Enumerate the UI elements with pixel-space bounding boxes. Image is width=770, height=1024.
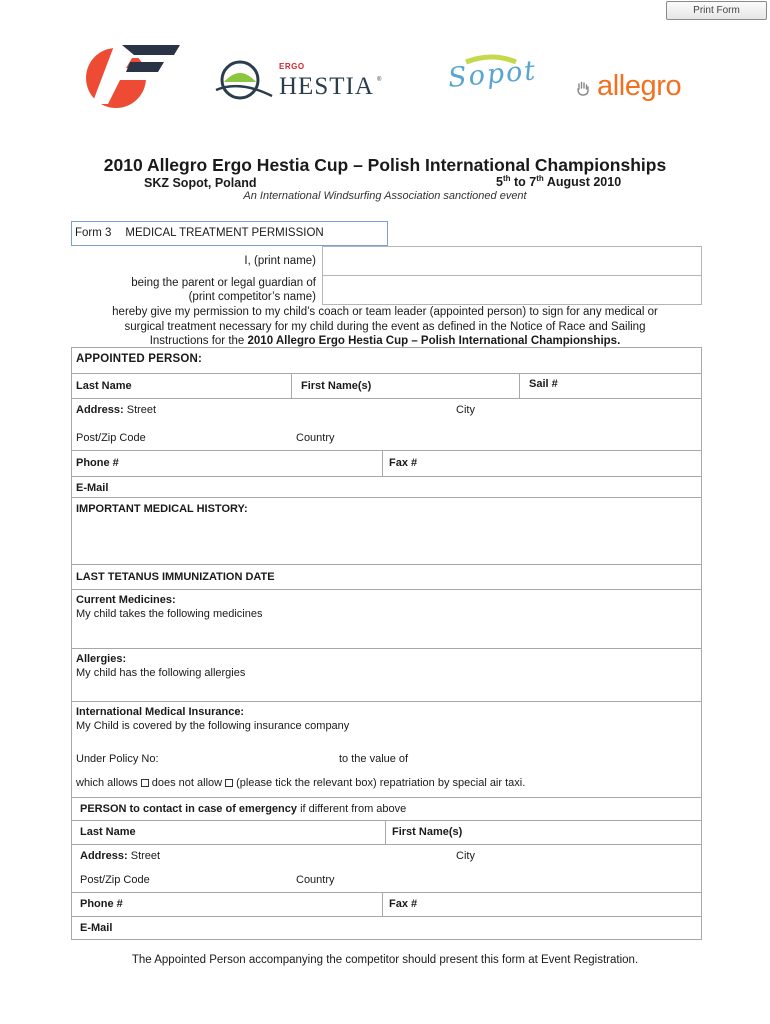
emergency-heading-row [72, 797, 701, 820]
sopot-logo-text: Sopot [446, 55, 539, 94]
appointed-last-name-label: Last Name [76, 380, 132, 392]
emergency-city-label: City [456, 850, 475, 862]
tetanus-label: LAST TETANUS IMMUNIZATION DATE [76, 571, 275, 583]
appointed-phone-label: Phone # [76, 457, 119, 469]
sanction-note: An International Windsurfing Association sanctioned event [243, 190, 527, 202]
medical-history-row[interactable] [72, 497, 701, 564]
registered-mark: ® [377, 77, 382, 83]
emergency-address-row[interactable] [72, 844, 701, 892]
emergency-postcode-label: Post/Zip Code [80, 874, 150, 886]
f-logo-icon [86, 42, 180, 108]
emergency-fax-label: Fax # [389, 898, 418, 910]
allergies-heading: Allergies: [76, 653, 127, 665]
allegro-logo-text: allegro [597, 70, 682, 102]
form-title: MEDICAL TREATMENT PERMISSION [125, 227, 324, 239]
appointed-first-names-label: First Name(s) [301, 380, 372, 392]
page-title: 2010 Allegro Ergo Hestia Cup – Polish International Championships [103, 155, 667, 175]
emergency-name-row[interactable] [72, 820, 701, 844]
event-dates: 5th to 7th August 2010 [496, 173, 622, 189]
appointed-country-label: Country [296, 432, 335, 444]
print-form-button[interactable]: Print Form [666, 1, 767, 20]
allergies-text: My child has the following allergies [76, 667, 246, 679]
hestia-logo-text: HESTIA [279, 73, 374, 100]
hand-icon [575, 80, 591, 96]
appointed-fax-label: Fax # [389, 457, 418, 469]
hestia-logo-small-text: ERGO [279, 62, 305, 71]
insurance-heading: International Medical Insurance: [76, 706, 245, 718]
emergency-heading: PERSON to contact in case of emergency if different from above [80, 803, 407, 815]
allows-checkbox[interactable] [141, 779, 149, 787]
tetanus-row[interactable] [72, 564, 701, 589]
not-allow-checkbox[interactable] [225, 779, 233, 787]
appointed-postcode-label: Post/Zip Code [76, 432, 146, 444]
appointed-address-row[interactable] [72, 398, 701, 450]
emergency-email-row[interactable] [72, 916, 701, 939]
medical-form-table [71, 347, 702, 940]
appointed-email-row[interactable] [72, 476, 701, 497]
medicines-heading: Current Medicines: [76, 594, 176, 606]
medicines-row[interactable] [72, 589, 701, 648]
form-number: Form 3 [75, 227, 112, 239]
appointed-heading: APPOINTED PERSON: [76, 353, 203, 365]
emergency-first-names-label: First Name(s) [392, 826, 463, 838]
emergency-phone-row[interactable] [72, 892, 701, 916]
appointed-address-label: Address: Street [76, 404, 157, 416]
emergency-last-name-label: Last Name [80, 826, 136, 838]
guardian-label-line1: being the parent or legal guardian of [131, 277, 316, 289]
insurance-text: My Child is covered by the following insurance company [76, 720, 350, 732]
appointed-city-label: City [456, 404, 475, 416]
appointed-phone-row[interactable] [72, 450, 701, 476]
insurance-row[interactable] [72, 701, 701, 797]
appointed-sail-label: Sail # [529, 378, 558, 390]
appointed-heading-row [72, 348, 701, 373]
emergency-phone-label: Phone # [80, 898, 123, 910]
allergies-row[interactable] [72, 648, 701, 701]
print-name-label: I, (print name) [244, 255, 316, 267]
footer-note: The Appointed Person accompanying the competitor should present this form at Event Registration. [131, 954, 639, 966]
form-label [71, 221, 388, 246]
repatriation-line: which allows does not allow (please tick the relevant box) repatriation by special air taxi. [76, 777, 526, 789]
policy-number-label: Under Policy No: [76, 753, 159, 765]
medicines-text: My child takes the following medicines [76, 608, 263, 620]
medical-history-label: IMPORTANT MEDICAL HISTORY: [76, 503, 248, 515]
print-name-field[interactable] [322, 246, 702, 276]
permission-statement: hereby give my permission to my child’s coach or team leader (appointed person) to sign for any medical or surgical treatment necessary for my child during the event as defined in the Notice of Race and Sailing Instructions for the 2010 Allegro Ergo Hestia Cup – Polish International Championships. [112, 306, 658, 347]
appointed-name-row[interactable] [72, 373, 701, 398]
event-venue: SKZ Sopot, Poland [144, 176, 257, 190]
emergency-country-label: Country [296, 874, 335, 886]
policy-value-label: to the value of [339, 753, 409, 765]
competitor-name-field[interactable] [322, 276, 702, 305]
appointed-email-label: E-Mail [76, 482, 109, 494]
emergency-email-label: E-Mail [80, 922, 113, 934]
guardian-label-line2: (print competitor’s name) [188, 291, 316, 303]
emergency-address-label: Address: Street [80, 850, 161, 862]
